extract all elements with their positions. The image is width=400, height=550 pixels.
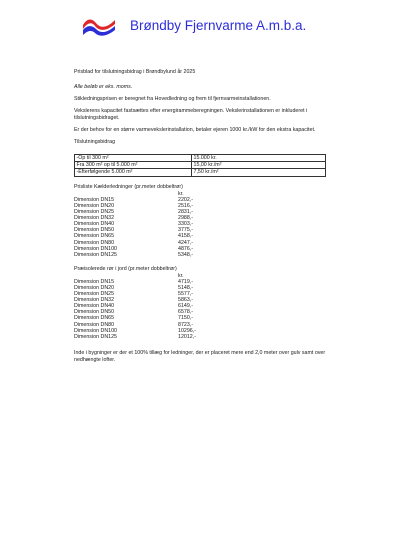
dimension-price: 5148,- — [178, 284, 194, 291]
dimension-label: Dimension DN40 — [74, 221, 115, 228]
dimension-price: 2516,- — [178, 202, 194, 209]
paragraph-exchanger-capacity: Vekslerens kapacitet fastsættes efter energirammeberegningen. Vekslerinstallationen er inkluderet i tilslutningsbidraget. — [74, 108, 308, 121]
dimension-label: Dimension DN25 — [74, 291, 115, 298]
cellar-unit-label: kr. — [178, 190, 184, 197]
dimension-price: 3303,- — [178, 221, 194, 228]
contribution-row — [75, 162, 326, 169]
dimension-price: 4158,- — [178, 233, 194, 240]
dimension-label: Dimension DN80 — [74, 239, 115, 246]
dimension-price: 6149,- — [178, 303, 194, 310]
contribution-row — [75, 155, 326, 162]
dimension-price: 5863,- — [178, 297, 194, 304]
dimension-price: 2831,- — [178, 209, 194, 216]
vat-note: Alle beløb er eks. moms. — [74, 84, 133, 90]
dimension-label: Dimension DN125 — [74, 333, 117, 340]
paragraph-service-pipe: Stikledningsprisen er beregnet fra Hovedledning og frem til fjernvarmeinstallationen. — [74, 96, 271, 102]
section-heading-contribution: Tilslutningsbidrag — [74, 139, 116, 145]
dimension-label: Dimension DN20 — [74, 284, 115, 291]
dimension-label: Dimension DN15 — [74, 278, 115, 285]
dimension-price: 4247,- — [178, 239, 194, 246]
contribution-range: -Efterfølgende 5.000 m² — [75, 169, 192, 176]
dimension-label: Dimension DN40 — [74, 303, 115, 310]
dimension-price: 5348,- — [178, 251, 194, 258]
buried-pipe-price-list — [74, 266, 336, 340]
contribution-price: 15.000 kr. — [192, 155, 326, 162]
dimension-label: Dimension DN32 — [74, 215, 115, 222]
footer-note: Inde i bygninger er der et 100% tillæg for ledninger, der er placeret mere end 2,0 meter over gulv samt over nedhængte lofter. — [74, 350, 326, 363]
dimension-price: 4876,- — [178, 245, 194, 252]
cellar-pipe-price-list — [74, 184, 336, 258]
dimension-price: 10296,- — [178, 327, 196, 334]
dimension-price: 8723,- — [178, 321, 194, 328]
dimension-label: Dimension DN65 — [74, 233, 115, 240]
dimension-price: 5577,- — [178, 291, 194, 298]
dimension-price: 2202,- — [178, 196, 194, 203]
dimension-price: 3775,- — [178, 227, 194, 234]
dimension-label: Dimension DN80 — [74, 321, 115, 328]
contribution-price: 7,50 kr./m² — [192, 169, 326, 176]
dimension-label: Dimension DN32 — [74, 297, 115, 304]
price-row — [74, 252, 336, 258]
company-logo-icon — [82, 16, 116, 37]
document-title: Prisblad for tilslutningsbidrag i Brøndbylund år 2025 — [74, 69, 196, 75]
contribution-row — [75, 169, 326, 176]
dimension-label: Dimension DN50 — [74, 309, 115, 316]
dimension-label: Dimension DN65 — [74, 315, 115, 322]
dimension-label: Dimension DN50 — [74, 227, 115, 234]
dimension-label: Dimension DN25 — [74, 209, 115, 216]
company-name: Brøndby Fjernvarme A.m.b.a. — [130, 18, 307, 33]
price-row — [74, 334, 336, 340]
contribution-range: -Op til 300 m² — [75, 155, 192, 162]
dimension-price: 4719,- — [178, 278, 194, 285]
dimension-price: 2988,- — [178, 215, 194, 222]
dimension-label: Dimension DN20 — [74, 202, 115, 209]
dimension-price: 7150,- — [178, 315, 194, 322]
contribution-table — [74, 154, 326, 177]
dimension-label: Dimension DN15 — [74, 196, 115, 203]
cellar-pipe-title: Prisliste Kælderledninger (pr.meter dobbeltrør) — [74, 184, 183, 190]
dimension-label: Dimension DN125 — [74, 251, 117, 258]
buried-pipe-title: Præisolerede rør i jord (pr.meter dobbeltrør) — [74, 266, 177, 272]
dimension-price: 6578,- — [178, 309, 194, 316]
buried-unit-label: kr. — [178, 272, 184, 279]
dimension-label: Dimension DN100 — [74, 327, 117, 334]
paragraph-extra-capacity: Er der behov for en større varmevekslerinstallation, betaler ejeren 1000 kr./kW for den ekstra kapacitet. — [74, 127, 316, 133]
contribution-range: Fra 300 m² op til 5.000 m² — [75, 162, 192, 169]
contribution-price: 15,00 kr./m² — [192, 162, 326, 169]
dimension-price: 12012,- — [178, 333, 196, 340]
dimension-label: Dimension DN100 — [74, 245, 117, 252]
